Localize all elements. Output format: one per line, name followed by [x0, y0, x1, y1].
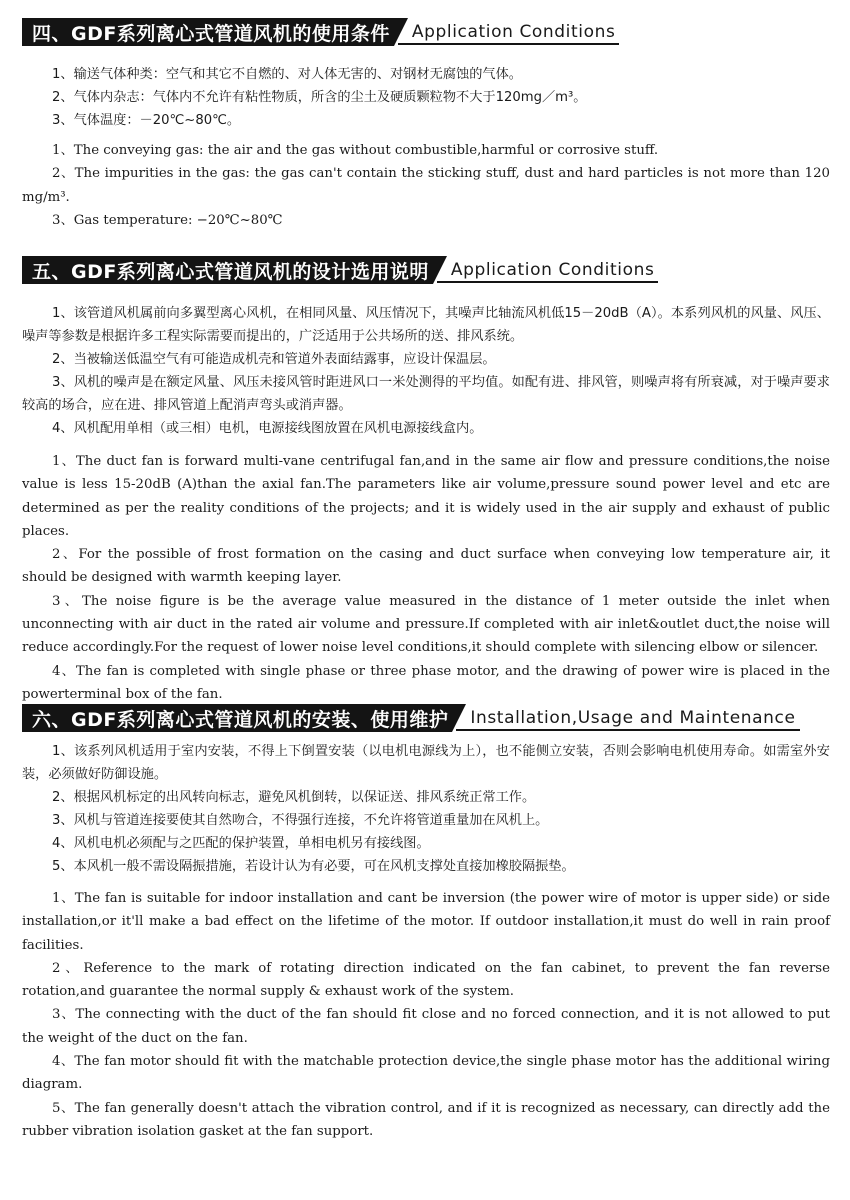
- cn-list-item: 2、根据风机标定的出风转向标志，避免风机倒转，以保证送、排风系统正常工作。: [52, 790, 536, 805]
- section-4-en-list: [22, 139, 830, 232]
- section-4-cn-list: [22, 63, 830, 132]
- en-list-item: 2、For the possible of frost formation on the casing and duct surface when conveying low temperature air, it should be designed with warmth keeping layer.: [22, 547, 830, 586]
- header-arrow-decoration: [452, 704, 466, 732]
- en-list-item: 2、The impurities in the gas: the gas can't contain the sticking stuff, dust and hard particles is not more than 120 mg/m³.: [22, 166, 830, 205]
- en-list-item: 5、The fan generally doesn't attach the vibration control, and if it is recognized as necessary, can directly add the rubber vibration isolation gasket at the fan support.: [22, 1100, 830, 1139]
- section-6-title-en: Installation,Usage and Maintenance: [466, 704, 799, 732]
- cn-list-item: 2、气体内杂志：气体内不允许有粘性物质，所含的尘土及硬质颗粒物不大于120mg／m³。: [52, 90, 587, 105]
- cn-list-item: 4、风机配用单相（或三相）电机，电源接线图放置在风机电源接线盒内。: [52, 421, 483, 436]
- cn-list-item: 2、当被输送低温空气有可能造成机壳和管道外表面结露事，应设计保温层。: [52, 352, 496, 367]
- cn-list-item: 5、本风机一般不需设隔振措施，若设计认为有必要，可在风机支撑处直接加橡胶隔振垫。: [52, 859, 575, 874]
- section-6-title-cn: 六、GDF系列离心式管道风机的安装、使用维护: [22, 704, 452, 732]
- header-arrow-decoration: [433, 256, 447, 284]
- en-list-item: 3、The noise figure is be the average value measured in the distance of 1 meter outside the inlet when unconnecting with air duct in the rated air volume and pressure.If completed with air inlet&outlet duct,the noise will reduce accordingly.For the request of lower noise level conditions,it should complete with silencing elbow or silencer.: [22, 593, 830, 656]
- en-list-item: 1、The fan is suitable for indoor installation and cant be inversion (the power wire of motor is upper side) or side installation,or it'll make a bad effect on the lifetime of the motor. If outdoor installation,it must do well in rain proof facilities.: [22, 891, 830, 953]
- cn-list-item: 1、该系列风机适用于室内安装，不得上下倒置安装（以电机电源线为上），也不能侧立安装，否则会影响电机使用寿命。如需室外安装，必须做好防御设施。: [22, 744, 830, 782]
- en-list-item: 3、The connecting with the duct of the fan should fit close and no forced connection, and it is not allowed to put the weight of the duct on the fan.: [22, 1007, 830, 1046]
- en-list-item: 4、The fan is completed with single phase or three phase motor, and the drawing of power wire is placed in the powerterminal box of the fan.: [22, 663, 830, 702]
- section-6-cn-list: [22, 740, 830, 878]
- section-4-title-en: Application Conditions: [408, 18, 620, 46]
- section-5-cn-list: [22, 302, 830, 440]
- section-5-title-en: Application Conditions: [447, 256, 659, 284]
- cn-list-item: 3、风机的噪声是在额定风量、风压未接风管时距进风口一米处测得的平均值。如配有进、排风管，则噪声将有所衰减，对于噪声要求较高的场合，应在进、排风管道上配消声弯头或消声器。: [22, 375, 830, 413]
- section-5-title-cn: 五、GDF系列离心式管道风机的设计选用说明: [22, 256, 433, 284]
- section-5-header: [22, 256, 658, 284]
- header-arrow-decoration: [394, 18, 408, 46]
- cn-list-item: 1、输送气体种类：空气和其它不自燃的、对人体无害的、对钢材无腐蚀的气体。: [52, 67, 522, 82]
- cn-list-item: 3、气体温度：－20℃~80℃。: [52, 113, 241, 128]
- section-4-title-cn: 四、GDF系列离心式管道风机的使用条件: [22, 18, 394, 46]
- section-6-en-list: [22, 887, 830, 1143]
- section-5-en-list: [22, 450, 830, 706]
- en-list-item: 2、Reference to the mark of rotating direction indicated on the fan cabinet, to prevent the fan reverse rotation,and guarantee the normal supply & exhaust work of the system.: [22, 960, 830, 1000]
- section-6-header: [22, 704, 800, 732]
- section-4-header: [22, 18, 619, 46]
- en-list-item: 1、The conveying gas: the air and the gas without combustible,harmful or corrosive stuff.: [52, 143, 659, 158]
- cn-list-item: 4、风机电机必须配与之匹配的保护装置，单相电机另有接线图。: [52, 836, 430, 851]
- en-list-item: 1、The duct fan is forward multi-vane centrifugal fan,and in the same air flow and pressure conditions,the noise value is less 15-20dB (A)than the axial fan.The parameters like air volume,pressure sound power level and etc are determined as per the reality conditions of the projects; and it is widely used in the air supply and exhaust of public places.: [22, 454, 830, 539]
- en-list-item: 3、Gas temperature: −20℃~80℃: [52, 212, 283, 228]
- en-list-item: 4、The fan motor should fit with the matchable protection device,the single phase motor has the additional wiring diagram.: [22, 1054, 830, 1093]
- cn-list-item: 1、该管道风机属前向多翼型离心风机，在相同风量、风压情况下，其噪声比轴流风机低15－20dB（A）。本系列风机的风量、风压、噪声等参数是根据许多工程实际需要而提出的，广泛适用于公共场所的送、排风系统。: [22, 306, 830, 344]
- cn-list-item: 3、风机与管道连接要使其自然吻合，不得强行连接，不允许将管道重量加在风机上。: [52, 813, 549, 828]
